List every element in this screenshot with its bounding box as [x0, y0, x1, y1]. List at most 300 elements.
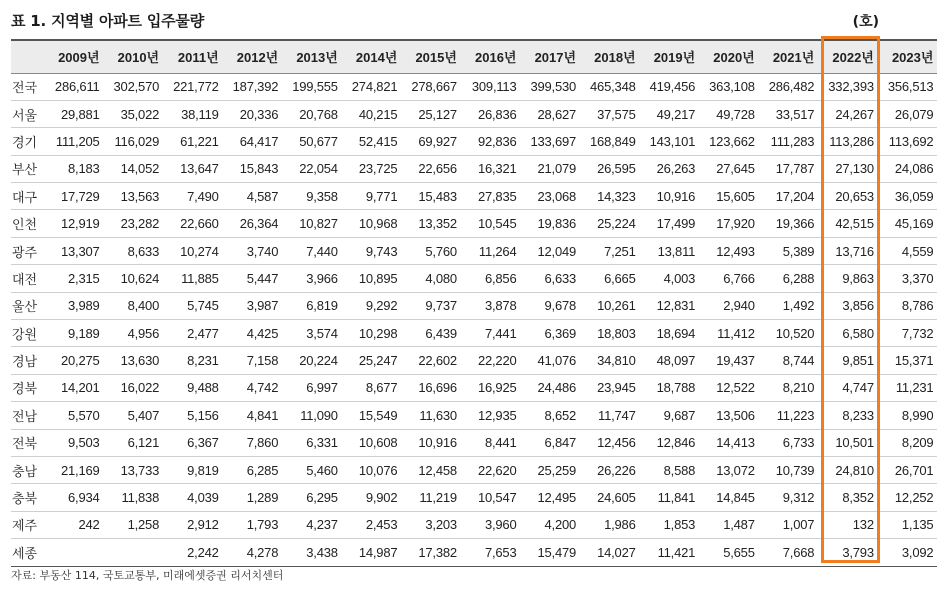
value-cell: 25,259	[521, 456, 581, 483]
value-cell: 9,312	[759, 484, 819, 511]
value-cell: 12,493	[699, 237, 759, 264]
value-cell: 10,624	[104, 265, 164, 292]
value-cell: 22,660	[163, 210, 223, 237]
value-cell: 10,076	[342, 456, 402, 483]
table-row	[11, 347, 937, 374]
value-cell: 6,580	[818, 320, 878, 347]
value-cell: 22,656	[401, 155, 461, 182]
header-year-cell: 2021년	[759, 40, 819, 73]
value-cell: 4,278	[223, 539, 283, 566]
value-cell: 123,662	[699, 128, 759, 155]
value-cell: 13,563	[104, 183, 164, 210]
table-row	[11, 429, 937, 456]
value-cell: 15,605	[699, 183, 759, 210]
value-cell: 11,090	[282, 402, 342, 429]
value-cell: 16,696	[401, 374, 461, 401]
value-cell: 17,499	[640, 210, 700, 237]
region-cell: 제주	[11, 511, 44, 538]
value-cell: 4,587	[223, 183, 283, 210]
region-cell: 세종	[11, 539, 44, 566]
region-cell: 충북	[11, 484, 44, 511]
value-cell: 45,169	[878, 210, 937, 237]
value-cell: 7,251	[580, 237, 640, 264]
value-cell: 14,845	[699, 484, 759, 511]
header-year-cell: 2013년	[282, 40, 342, 73]
value-cell: 6,934	[44, 484, 104, 511]
value-cell: 22,620	[461, 456, 521, 483]
value-cell: 3,740	[223, 237, 283, 264]
value-cell: 1,135	[878, 511, 937, 538]
value-cell: 2,940	[699, 292, 759, 319]
value-cell: 9,851	[818, 347, 878, 374]
value-cell: 24,086	[878, 155, 937, 182]
value-cell: 25,247	[342, 347, 402, 374]
header-year-cell: 2014년	[342, 40, 402, 73]
value-cell: 7,732	[878, 320, 937, 347]
value-cell: 9,488	[163, 374, 223, 401]
value-cell: 19,836	[521, 210, 581, 237]
value-cell: 24,486	[521, 374, 581, 401]
region-cell: 강원	[11, 320, 44, 347]
value-cell: 14,413	[699, 429, 759, 456]
value-cell: 8,183	[44, 155, 104, 182]
value-cell: 11,231	[878, 374, 937, 401]
value-cell: 20,224	[282, 347, 342, 374]
region-cell: 전국	[11, 73, 44, 100]
value-cell: 286,611	[44, 73, 104, 100]
value-cell: 11,421	[640, 539, 700, 566]
value-cell: 24,267	[818, 100, 878, 127]
value-cell: 26,079	[878, 100, 937, 127]
table-row	[11, 155, 937, 182]
value-cell: 11,838	[104, 484, 164, 511]
value-cell: 15,479	[521, 539, 581, 566]
value-cell: 34,810	[580, 347, 640, 374]
value-cell: 9,819	[163, 456, 223, 483]
value-cell: 7,490	[163, 183, 223, 210]
value-cell: 11,747	[580, 402, 640, 429]
region-cell: 경남	[11, 347, 44, 374]
table-row	[11, 73, 937, 100]
value-cell: 29,881	[44, 100, 104, 127]
value-cell: 6,367	[163, 429, 223, 456]
value-cell: 42,515	[818, 210, 878, 237]
value-cell: 16,022	[104, 374, 164, 401]
value-cell: 302,570	[104, 73, 164, 100]
value-cell: 10,895	[342, 265, 402, 292]
header-year-cell: 2022년	[818, 40, 878, 73]
value-cell: 8,352	[818, 484, 878, 511]
value-cell: 22,054	[282, 155, 342, 182]
value-cell: 6,766	[699, 265, 759, 292]
value-cell: 6,665	[580, 265, 640, 292]
value-cell: 6,288	[759, 265, 819, 292]
value-cell: 26,836	[461, 100, 521, 127]
value-cell: 13,647	[163, 155, 223, 182]
value-cell: 5,156	[163, 402, 223, 429]
value-cell: 6,121	[104, 429, 164, 456]
region-cell: 인천	[11, 210, 44, 237]
value-cell: 309,113	[461, 73, 521, 100]
table-row	[11, 292, 937, 319]
value-cell: 6,847	[521, 429, 581, 456]
value-cell: 4,559	[878, 237, 937, 264]
region-cell: 전북	[11, 429, 44, 456]
value-cell: 5,447	[223, 265, 283, 292]
value-cell: 11,841	[640, 484, 700, 511]
value-cell: 6,997	[282, 374, 342, 401]
value-cell: 116,029	[104, 128, 164, 155]
value-cell: 6,285	[223, 456, 283, 483]
value-cell: 12,252	[878, 484, 937, 511]
value-cell: 8,233	[818, 402, 878, 429]
value-cell: 19,437	[699, 347, 759, 374]
value-cell: 11,219	[401, 484, 461, 511]
value-cell: 12,458	[401, 456, 461, 483]
value-cell: 9,292	[342, 292, 402, 319]
value-cell: 7,668	[759, 539, 819, 566]
value-cell: 26,226	[580, 456, 640, 483]
value-cell: 14,323	[580, 183, 640, 210]
value-cell: 356,513	[878, 73, 937, 100]
value-cell: 3,989	[44, 292, 104, 319]
value-cell: 10,916	[401, 429, 461, 456]
value-cell: 187,392	[223, 73, 283, 100]
value-cell: 25,224	[580, 210, 640, 237]
value-cell: 1,258	[104, 511, 164, 538]
value-cell: 20,275	[44, 347, 104, 374]
value-cell: 1,007	[759, 511, 819, 538]
value-cell: 4,237	[282, 511, 342, 538]
value-cell: 23,945	[580, 374, 640, 401]
value-cell: 18,694	[640, 320, 700, 347]
region-cell: 충남	[11, 456, 44, 483]
value-cell: 1,986	[580, 511, 640, 538]
value-cell: 92,836	[461, 128, 521, 155]
table-row	[11, 320, 937, 347]
value-cell: 20,336	[223, 100, 283, 127]
header-year-cell: 2009년	[44, 40, 104, 73]
value-cell: 10,274	[163, 237, 223, 264]
value-cell: 419,456	[640, 73, 700, 100]
value-cell: 7,441	[461, 320, 521, 347]
value-cell: 26,701	[878, 456, 937, 483]
value-cell: 7,860	[223, 429, 283, 456]
value-cell: 52,415	[342, 128, 402, 155]
table-row	[11, 402, 937, 429]
value-cell: 49,728	[699, 100, 759, 127]
value-cell: 3,203	[401, 511, 461, 538]
header-year-cell: 2023년	[878, 40, 937, 73]
value-cell: 6,633	[521, 265, 581, 292]
header-year-cell: 2015년	[401, 40, 461, 73]
value-cell: 113,692	[878, 128, 937, 155]
value-cell: 11,885	[163, 265, 223, 292]
value-cell: 6,439	[401, 320, 461, 347]
unit-label: (호)	[852, 14, 879, 30]
value-cell: 3,960	[461, 511, 521, 538]
value-cell: 5,460	[282, 456, 342, 483]
value-cell: 22,602	[401, 347, 461, 374]
value-cell: 10,608	[342, 429, 402, 456]
value-cell: 8,210	[759, 374, 819, 401]
value-cell: 18,788	[640, 374, 700, 401]
table-row	[11, 237, 937, 264]
value-cell: 3,856	[818, 292, 878, 319]
value-cell: 17,787	[759, 155, 819, 182]
source-note: 자료: 부동산 114, 국토교통부, 미래에셋증권 리서치센터	[11, 569, 284, 582]
value-cell: 8,744	[759, 347, 819, 374]
value-cell: 12,522	[699, 374, 759, 401]
header-year-cell: 2011년	[163, 40, 223, 73]
region-cell: 대전	[11, 265, 44, 292]
value-cell: 15,483	[401, 183, 461, 210]
value-cell: 10,739	[759, 456, 819, 483]
value-cell: 5,389	[759, 237, 819, 264]
value-cell: 9,737	[401, 292, 461, 319]
value-cell: 111,205	[44, 128, 104, 155]
region-cell: 서울	[11, 100, 44, 127]
value-cell: 3,878	[461, 292, 521, 319]
value-cell: 11,630	[401, 402, 461, 429]
value-cell: 278,667	[401, 73, 461, 100]
value-cell: 6,369	[521, 320, 581, 347]
value-cell: 16,925	[461, 374, 521, 401]
value-cell: 9,358	[282, 183, 342, 210]
value-cell: 14,027	[580, 539, 640, 566]
value-cell: 3,574	[282, 320, 342, 347]
value-cell: 50,677	[282, 128, 342, 155]
value-cell: 20,653	[818, 183, 878, 210]
value-cell: 22,220	[461, 347, 521, 374]
value-cell: 3,092	[878, 539, 937, 566]
value-cell: 64,417	[223, 128, 283, 155]
value-cell: 6,819	[282, 292, 342, 319]
value-cell: 8,231	[163, 347, 223, 374]
value-cell: 12,846	[640, 429, 700, 456]
value-cell: 4,039	[163, 484, 223, 511]
header-year-cell: 2018년	[580, 40, 640, 73]
value-cell: 143,101	[640, 128, 700, 155]
value-cell: 221,772	[163, 73, 223, 100]
value-cell: 25,127	[401, 100, 461, 127]
table-title: 표 1. 지역별 아파트 입주물량	[11, 12, 205, 30]
table-row	[11, 100, 937, 127]
value-cell: 33,517	[759, 100, 819, 127]
value-cell: 111,283	[759, 128, 819, 155]
value-cell: 20,768	[282, 100, 342, 127]
header-year-cell: 2017년	[521, 40, 581, 73]
value-cell: 13,811	[640, 237, 700, 264]
value-cell: 13,733	[104, 456, 164, 483]
table-row	[11, 456, 937, 483]
value-cell: 286,482	[759, 73, 819, 100]
header-region-cell	[11, 40, 44, 73]
value-cell: 8,441	[461, 429, 521, 456]
value-cell: 48,097	[640, 347, 700, 374]
value-cell: 4,956	[104, 320, 164, 347]
value-cell: 9,771	[342, 183, 402, 210]
value-cell: 9,503	[44, 429, 104, 456]
header-year-cell: 2016년	[461, 40, 521, 73]
value-cell: 9,863	[818, 265, 878, 292]
region-cell: 울산	[11, 292, 44, 319]
value-cell: 3,370	[878, 265, 937, 292]
region-cell: 광주	[11, 237, 44, 264]
value-cell: 13,630	[104, 347, 164, 374]
value-cell: 27,130	[818, 155, 878, 182]
value-cell: 15,371	[878, 347, 937, 374]
value-cell: 6,856	[461, 265, 521, 292]
value-cell: 3,966	[282, 265, 342, 292]
value-cell: 8,588	[640, 456, 700, 483]
value-cell: 2,912	[163, 511, 223, 538]
value-cell: 10,545	[461, 210, 521, 237]
value-cell: 5,745	[163, 292, 223, 319]
value-cell: 2,242	[163, 539, 223, 566]
value-cell: 4,742	[223, 374, 283, 401]
value-cell: 10,261	[580, 292, 640, 319]
value-cell: 363,108	[699, 73, 759, 100]
value-cell: 10,547	[461, 484, 521, 511]
value-cell: 168,849	[580, 128, 640, 155]
value-cell: 13,352	[401, 210, 461, 237]
value-cell: 12,919	[44, 210, 104, 237]
value-cell: 61,221	[163, 128, 223, 155]
value-cell: 14,201	[44, 374, 104, 401]
value-cell: 26,364	[223, 210, 283, 237]
value-cell: 132	[818, 511, 878, 538]
value-cell: 9,902	[342, 484, 402, 511]
value-cell: 15,843	[223, 155, 283, 182]
header-year-cell: 2019년	[640, 40, 700, 73]
value-cell: 1,492	[759, 292, 819, 319]
region-cell: 전남	[11, 402, 44, 429]
housing-supply-table	[11, 39, 937, 567]
value-cell: 1,487	[699, 511, 759, 538]
region-cell: 부산	[11, 155, 44, 182]
value-cell: 1,853	[640, 511, 700, 538]
value-cell: 10,501	[818, 429, 878, 456]
value-cell: 8,652	[521, 402, 581, 429]
value-cell: 12,495	[521, 484, 581, 511]
value-cell: 5,655	[699, 539, 759, 566]
value-cell: 5,570	[44, 402, 104, 429]
value-cell: 26,595	[580, 155, 640, 182]
table-row	[11, 128, 937, 155]
value-cell: 8,209	[878, 429, 937, 456]
value-cell: 27,835	[461, 183, 521, 210]
value-cell: 41,076	[521, 347, 581, 374]
value-cell: 14,987	[342, 539, 402, 566]
value-cell: 4,080	[401, 265, 461, 292]
value-cell: 24,810	[818, 456, 878, 483]
value-cell: 17,382	[401, 539, 461, 566]
value-cell: 6,295	[282, 484, 342, 511]
value-cell: 242	[44, 511, 104, 538]
value-cell: 399,530	[521, 73, 581, 100]
value-cell: 7,653	[461, 539, 521, 566]
value-cell: 8,786	[878, 292, 937, 319]
value-cell: 35,022	[104, 100, 164, 127]
table-row	[11, 210, 937, 237]
value-cell: 11,264	[461, 237, 521, 264]
value-cell: 465,348	[580, 73, 640, 100]
value-cell: 10,520	[759, 320, 819, 347]
value-cell: 6,331	[282, 429, 342, 456]
value-cell: 40,215	[342, 100, 402, 127]
value-cell: 10,298	[342, 320, 402, 347]
value-cell	[104, 539, 164, 566]
value-cell: 18,803	[580, 320, 640, 347]
value-cell: 8,677	[342, 374, 402, 401]
region-cell: 대구	[11, 183, 44, 210]
value-cell: 332,393	[818, 73, 878, 100]
table-row	[11, 484, 937, 511]
value-cell: 49,217	[640, 100, 700, 127]
value-cell: 1,289	[223, 484, 283, 511]
table-row	[11, 511, 937, 538]
value-cell: 13,716	[818, 237, 878, 264]
table-body	[11, 73, 937, 566]
value-cell: 21,169	[44, 456, 104, 483]
value-cell: 23,725	[342, 155, 402, 182]
value-cell: 24,605	[580, 484, 640, 511]
value-cell: 274,821	[342, 73, 402, 100]
value-cell: 7,158	[223, 347, 283, 374]
value-cell: 4,841	[223, 402, 283, 429]
value-cell: 2,453	[342, 511, 402, 538]
value-cell: 3,438	[282, 539, 342, 566]
region-cell: 경북	[11, 374, 44, 401]
value-cell: 4,747	[818, 374, 878, 401]
table-row	[11, 539, 937, 566]
value-cell: 21,079	[521, 155, 581, 182]
value-cell: 13,506	[699, 402, 759, 429]
value-cell: 2,315	[44, 265, 104, 292]
value-cell: 10,827	[282, 210, 342, 237]
value-cell: 12,456	[580, 429, 640, 456]
value-cell: 13,072	[699, 456, 759, 483]
value-cell: 199,555	[282, 73, 342, 100]
value-cell: 17,920	[699, 210, 759, 237]
value-cell: 28,627	[521, 100, 581, 127]
value-cell	[44, 539, 104, 566]
value-cell: 5,760	[401, 237, 461, 264]
value-cell: 5,407	[104, 402, 164, 429]
value-cell: 4,003	[640, 265, 700, 292]
table-row	[11, 374, 937, 401]
value-cell: 17,729	[44, 183, 104, 210]
value-cell: 6,733	[759, 429, 819, 456]
value-cell: 12,049	[521, 237, 581, 264]
value-cell: 23,282	[104, 210, 164, 237]
value-cell: 16,321	[461, 155, 521, 182]
value-cell: 36,059	[878, 183, 937, 210]
value-cell: 10,916	[640, 183, 700, 210]
value-cell: 9,687	[640, 402, 700, 429]
value-cell: 7,440	[282, 237, 342, 264]
value-cell: 13,307	[44, 237, 104, 264]
value-cell: 8,633	[104, 237, 164, 264]
value-cell: 12,935	[461, 402, 521, 429]
table-row	[11, 183, 937, 210]
value-cell: 19,366	[759, 210, 819, 237]
region-cell: 경기	[11, 128, 44, 155]
value-cell: 2,477	[163, 320, 223, 347]
header-year-cell: 2020년	[699, 40, 759, 73]
value-cell: 14,052	[104, 155, 164, 182]
